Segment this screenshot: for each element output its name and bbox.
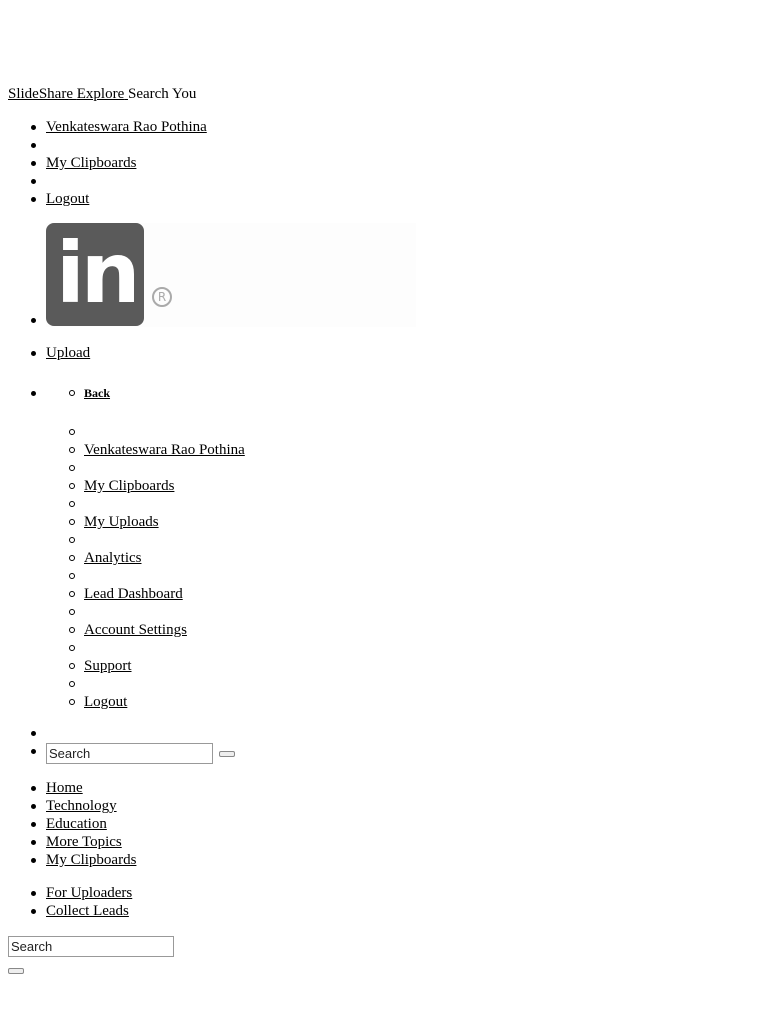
submenu-item — [0, 549, 768, 567]
slideshare-label: SlideShare — [8, 86, 73, 102]
submenu-back-item — [0, 384, 768, 402]
nav-technology-link[interactable]: Technology — [46, 798, 117, 814]
user-menu-item — [0, 154, 768, 172]
uploader-item — [0, 884, 768, 902]
search-item — [0, 742, 768, 764]
submenu-spacer — [0, 603, 768, 621]
submenu-support-link[interactable]: Support — [84, 658, 132, 674]
user-menu-spacer — [0, 172, 768, 190]
uploader-links — [0, 884, 768, 920]
slideshare-explore-link[interactable] — [8, 86, 128, 102]
user-menu-item — [0, 190, 768, 208]
nav-item — [0, 833, 768, 851]
submenu-spacer — [0, 495, 768, 513]
for-uploaders-link[interactable]: For Uploaders — [46, 885, 133, 901]
nav-item — [0, 815, 768, 833]
topic-nav — [0, 779, 768, 869]
submenu-list — [0, 423, 768, 711]
user-name-link[interactable]: Venkateswara Rao Pothina — [46, 119, 207, 135]
submenu-spacer — [0, 639, 768, 657]
bottom-search-button[interactable] — [8, 968, 24, 974]
registered-mark-icon: R — [152, 287, 172, 307]
logo-list-item — [0, 311, 768, 329]
nav-item — [0, 797, 768, 815]
submenu-item — [0, 585, 768, 603]
nav-education-link[interactable]: Education — [46, 816, 107, 832]
submenu-item — [0, 657, 768, 675]
submenu-item — [0, 693, 768, 711]
submenu-item — [0, 621, 768, 639]
submenu-logout-link[interactable]: Logout — [84, 694, 128, 710]
back-link[interactable]: Back — [84, 386, 111, 400]
upload-item — [0, 344, 768, 362]
submenu-spacer — [0, 567, 768, 585]
nav-more-topics-link[interactable]: More Topics — [46, 834, 122, 850]
submenu-my-clipboards-link[interactable]: My Clipboards — [84, 478, 175, 494]
user-menu — [0, 118, 768, 208]
top-search-button[interactable] — [219, 751, 235, 757]
nav-item — [0, 851, 768, 869]
explore-label: Explore — [76, 86, 125, 102]
upload-list — [0, 344, 768, 362]
uploader-item — [0, 902, 768, 920]
you-label: You — [172, 86, 197, 102]
submenu-item — [0, 513, 768, 531]
search-spacer — [0, 724, 768, 742]
logout-link[interactable]: Logout — [46, 191, 90, 207]
top-search-input[interactable] — [46, 743, 213, 764]
submenu-back-list — [0, 384, 768, 402]
submenu-spacer — [0, 675, 768, 693]
user-menu-spacer — [0, 136, 768, 154]
submenu-spacer — [0, 459, 768, 477]
submenu-account-settings-link[interactable]: Account Settings — [84, 622, 187, 638]
collect-leads-link[interactable]: Collect Leads — [46, 903, 129, 919]
submenu-analytics-link[interactable]: Analytics — [84, 550, 142, 566]
upload-link[interactable]: Upload — [46, 345, 91, 361]
submenu-my-uploads-link[interactable]: My Uploads — [84, 514, 159, 530]
nav-item — [0, 779, 768, 797]
linkedin-logo-text: in — [56, 224, 137, 322]
my-clipboards-link[interactable]: My Clipboards — [46, 155, 137, 171]
bottom-search-input[interactable] — [8, 936, 174, 957]
search-label: Search — [127, 86, 169, 102]
submenu-spacer — [0, 423, 768, 441]
submenu-item — [0, 477, 768, 495]
nav-home-link[interactable]: Home — [46, 780, 83, 796]
submenu-lead-dashboard-link[interactable]: Lead Dashboard — [84, 586, 183, 602]
submenu-item — [0, 441, 768, 459]
nav-my-clipboards-link[interactable]: My Clipboards — [46, 852, 137, 868]
top-bar — [8, 85, 196, 103]
search-list — [0, 724, 768, 764]
submenu-spacer — [0, 531, 768, 549]
logo-list — [0, 311, 768, 329]
submenu-user-name-link[interactable]: Venkateswara Rao Pothina — [84, 442, 245, 458]
user-menu-item — [0, 118, 768, 136]
